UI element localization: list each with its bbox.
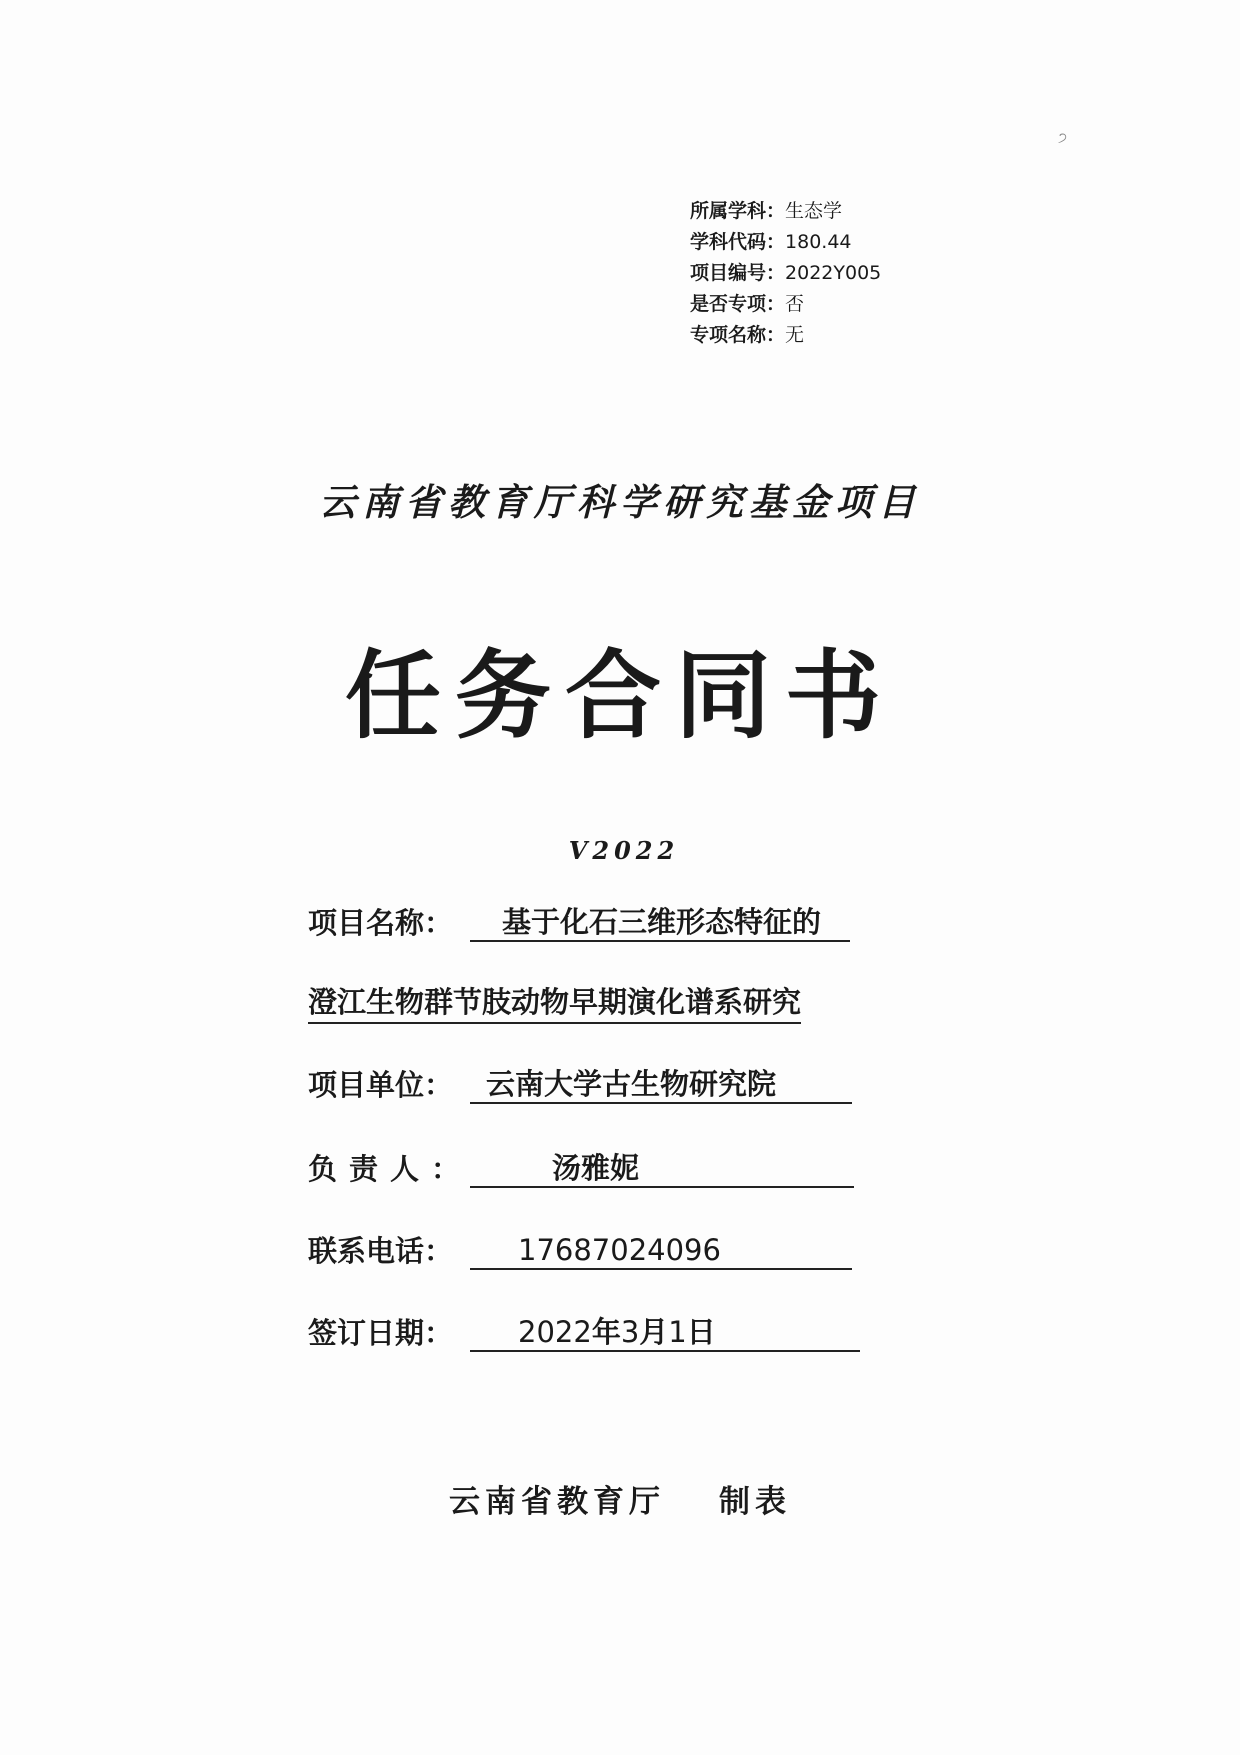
date-label: 签订日期： <box>308 1316 454 1350</box>
date-month-unit: 月 <box>639 1315 669 1349</box>
meta-special-name <box>690 320 1010 351</box>
date-day-unit: 日 <box>686 1315 716 1349</box>
meta-special-name-label: 专项名称： <box>690 324 786 346</box>
unit-label: 项目单位： <box>308 1068 454 1102</box>
meta-project-no-label: 项目编号： <box>690 262 786 284</box>
meta-project-no-value: 2022Y005 <box>785 262 882 284</box>
footer-suffix: 制表 <box>719 1484 791 1520</box>
meta-project-no <box>690 258 1010 289</box>
date-row <box>308 1308 868 1352</box>
project-name-row <box>308 898 868 942</box>
main-title: 任务合同书 <box>345 640 895 752</box>
phone-label: 联系电话： <box>308 1234 454 1268</box>
unit-value: 云南大学古生物研究院 <box>470 1064 852 1104</box>
meta-discipline-value: 生态学 <box>785 200 843 222</box>
meta-code <box>690 227 1010 258</box>
project-name-line2-row <box>308 982 801 1026</box>
meta-info-block <box>690 196 1010 351</box>
footer-issuer-name: 云南省教育厅 <box>449 1484 665 1520</box>
date-value <box>470 1312 860 1352</box>
project-name-line1: 基于化石三维形态特征的 <box>470 902 850 942</box>
date-year: 2022 <box>518 1315 592 1349</box>
meta-discipline <box>690 196 1010 227</box>
meta-special-label: 是否专项： <box>690 293 786 315</box>
phone-row <box>308 1226 868 1270</box>
date-day: 1 <box>668 1315 687 1349</box>
leader-row <box>308 1144 868 1188</box>
leader-value: 汤雅妮 <box>470 1148 854 1188</box>
leader-label: 负责人： <box>308 1152 473 1186</box>
project-name-label: 项目名称： <box>308 906 454 940</box>
header-title: 云南省教育厅科学研究基金项目 <box>319 480 921 524</box>
footer-issuer <box>0 1476 1240 1521</box>
unit-row <box>308 1060 868 1104</box>
meta-special-value: 否 <box>785 293 805 315</box>
meta-special <box>690 289 1010 320</box>
date-month: 3 <box>620 1315 640 1349</box>
scan-mark: ੭ <box>1058 130 1068 146</box>
meta-code-label: 学科代码： <box>690 231 786 253</box>
meta-discipline-label: 所属学科： <box>690 200 786 222</box>
version-label: V2022 <box>568 836 680 865</box>
phone-value: 17687024096 <box>470 1230 852 1270</box>
meta-code-value: 180.44 <box>785 231 852 253</box>
project-name-line2: 澄江生物群节肢动物早期演化谱系研究 <box>308 982 801 1024</box>
meta-special-name-value: 无 <box>785 324 805 346</box>
date-year-unit: 年 <box>591 1315 621 1349</box>
